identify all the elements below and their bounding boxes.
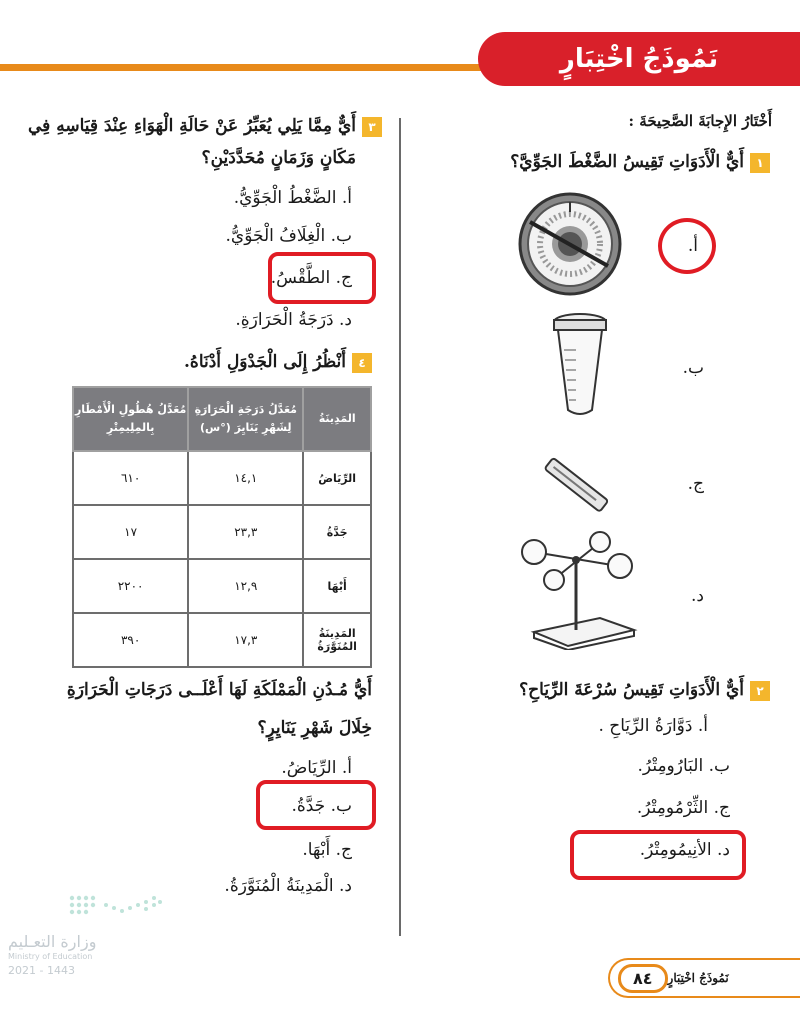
cell-city: المَدِينَةُ المُنَوَّرَةُ bbox=[303, 613, 371, 667]
header-rainfall: مُعَدَّلُ هُطُولِ الْأَمْطَارِ بِالمِلِيمِتْرِ bbox=[73, 387, 188, 451]
cell-city: جَدَّةُ bbox=[303, 505, 371, 559]
ministry-name-arabic: وزارة التعـليم bbox=[8, 932, 97, 951]
q4-option-c[interactable]: ج. أَبْهَا. bbox=[302, 840, 352, 860]
q1-text: أَيٌّ الْأَدَوَاتِ تَقِيسُ الضَّغْطَ الجَوِّيَّ؟ bbox=[510, 152, 744, 172]
q4-stem bbox=[184, 352, 372, 373]
q2-answer-mark bbox=[570, 830, 746, 880]
column-divider bbox=[399, 118, 401, 936]
footer-label: نَمُوذَجُ اخْتِبَارٍ bbox=[667, 971, 729, 985]
cell-temperature: ١٢,٩ bbox=[188, 559, 303, 613]
ministry-logo-icon bbox=[66, 892, 166, 918]
table-row bbox=[73, 559, 371, 613]
header-city: المَدِينَةُ bbox=[303, 387, 371, 451]
q3-answer-mark bbox=[268, 252, 376, 304]
ministry-name-english: Ministry of Education bbox=[8, 952, 93, 961]
q4-option-b[interactable]: ب. جَدَّةُ. bbox=[291, 796, 352, 816]
q4-option-a[interactable]: أ. الرِّيَاضُ. bbox=[281, 758, 352, 778]
q2-option-a[interactable]: أ. دَوَّارَةُ الرِّيَاحِ . bbox=[598, 716, 708, 736]
cell-rainfall: ١٧ bbox=[73, 505, 188, 559]
q1-stem bbox=[510, 152, 770, 173]
q4-number: ٤ bbox=[352, 353, 372, 373]
header-temperature: مُعَدَّلُ دَرَجَةِ الْحَرَارَةِ لِشَهْرِ يَنَايِرَ (°س) bbox=[188, 387, 303, 451]
cell-city: الرِّيَاضُ bbox=[303, 451, 371, 505]
q1-option-a[interactable]: أ. bbox=[687, 236, 698, 256]
q4-answer-mark bbox=[256, 780, 376, 830]
rain-gauge-illustration bbox=[548, 310, 612, 420]
rainfall-temperature-table bbox=[72, 386, 372, 668]
anemometer-illustration bbox=[514, 522, 640, 650]
cell-rainfall: ٢٢٠٠ bbox=[73, 559, 188, 613]
q2-option-b[interactable]: ب. البَارُومِتْرُ. bbox=[637, 756, 730, 776]
q4-question-line2: خِلَالَ شَهْرِ يَنَايِرٍ؟ bbox=[257, 718, 372, 738]
q3-option-a[interactable]: أ. الضَّغْطُ الْجَوِّيُّ. bbox=[233, 188, 352, 208]
q2-option-d[interactable]: د. الأنِيمُومِتْرُ. bbox=[639, 840, 730, 860]
q3-option-c[interactable]: ج. الطَّقْسُ. bbox=[270, 268, 352, 288]
q3-text-line2: مَكَانٍ وَزَمَانٍ مُحَدَّدَيْنِ؟ bbox=[201, 148, 356, 168]
thermometer-illustration bbox=[540, 454, 614, 514]
cell-temperature: ١٧,٣ bbox=[188, 613, 303, 667]
cell-temperature: ١٤,١ bbox=[188, 451, 303, 505]
table-row bbox=[73, 505, 371, 559]
footer bbox=[608, 958, 800, 998]
header-banner bbox=[478, 32, 800, 86]
table-row bbox=[73, 613, 371, 667]
q2-number: ٢ bbox=[750, 681, 770, 701]
q3-option-d[interactable]: د. دَرَجَةُ الْحَرَارَةِ. bbox=[235, 310, 352, 330]
q3-number: ٣ bbox=[362, 117, 382, 137]
cell-rainfall: ٦١٠ bbox=[73, 451, 188, 505]
header-rule bbox=[0, 64, 520, 71]
q1-option-c[interactable]: ج. bbox=[687, 474, 704, 494]
q3-text-line1: أَيٌّ مِمَّا يَلِي يُعَبِّرُ عَنْ حَالَةِ الْهَوَاءِ عِنْدَ قِيَاسِهِ فِي bbox=[28, 116, 356, 136]
q4-text: أَنْظُرُ إِلَى الْجَدْوَلِ أَدْنَاهُ. bbox=[184, 352, 346, 372]
barometer-illustration bbox=[508, 188, 632, 300]
cell-city: أَبْهَا bbox=[303, 559, 371, 613]
q1-option-d[interactable]: د. bbox=[691, 586, 704, 606]
q4-option-d[interactable]: د. الْمَدِينَةُ الْمُنَوَّرَةُ. bbox=[224, 876, 352, 896]
page-title: نَمُوذَجُ اخْتِبَارٍ bbox=[559, 44, 719, 74]
q3-stem-line1 bbox=[28, 116, 382, 137]
cell-rainfall: ٣٩٠ bbox=[73, 613, 188, 667]
q2-option-c[interactable]: ج. الثِّرْمُومِتْرُ. bbox=[636, 798, 730, 818]
q2-stem bbox=[519, 680, 770, 701]
page-number: ٨٤ bbox=[618, 964, 668, 993]
ministry-year: 2021 - 1443 bbox=[8, 964, 75, 977]
q1-option-b[interactable]: ب. bbox=[682, 358, 704, 378]
q4-question-line1: أَيُّ مُـدُنِ الْمَمْلَكَةِ لَهَا أَعْلَــى دَرَجَاتِ الْحَرَارَةِ bbox=[66, 680, 372, 700]
table-row bbox=[73, 451, 371, 505]
q1-number: ١ bbox=[750, 153, 770, 173]
ministry-watermark bbox=[8, 890, 168, 980]
cell-temperature: ٢٣,٣ bbox=[188, 505, 303, 559]
table-header-row bbox=[73, 387, 371, 451]
q1-answer-mark bbox=[658, 218, 716, 274]
instruction: أَخْتَارُ الإِجابَةَ الصَّحِيحَةَ : bbox=[628, 112, 772, 130]
q3-option-b[interactable]: ب. الْغِلَافُ الْجَوِّيُّ. bbox=[225, 226, 352, 246]
q2-text: أَيٌّ الْأَدَوَاتِ تَقِيسُ سُرْعَةَ الرِّيَاحِ؟ bbox=[519, 680, 744, 700]
